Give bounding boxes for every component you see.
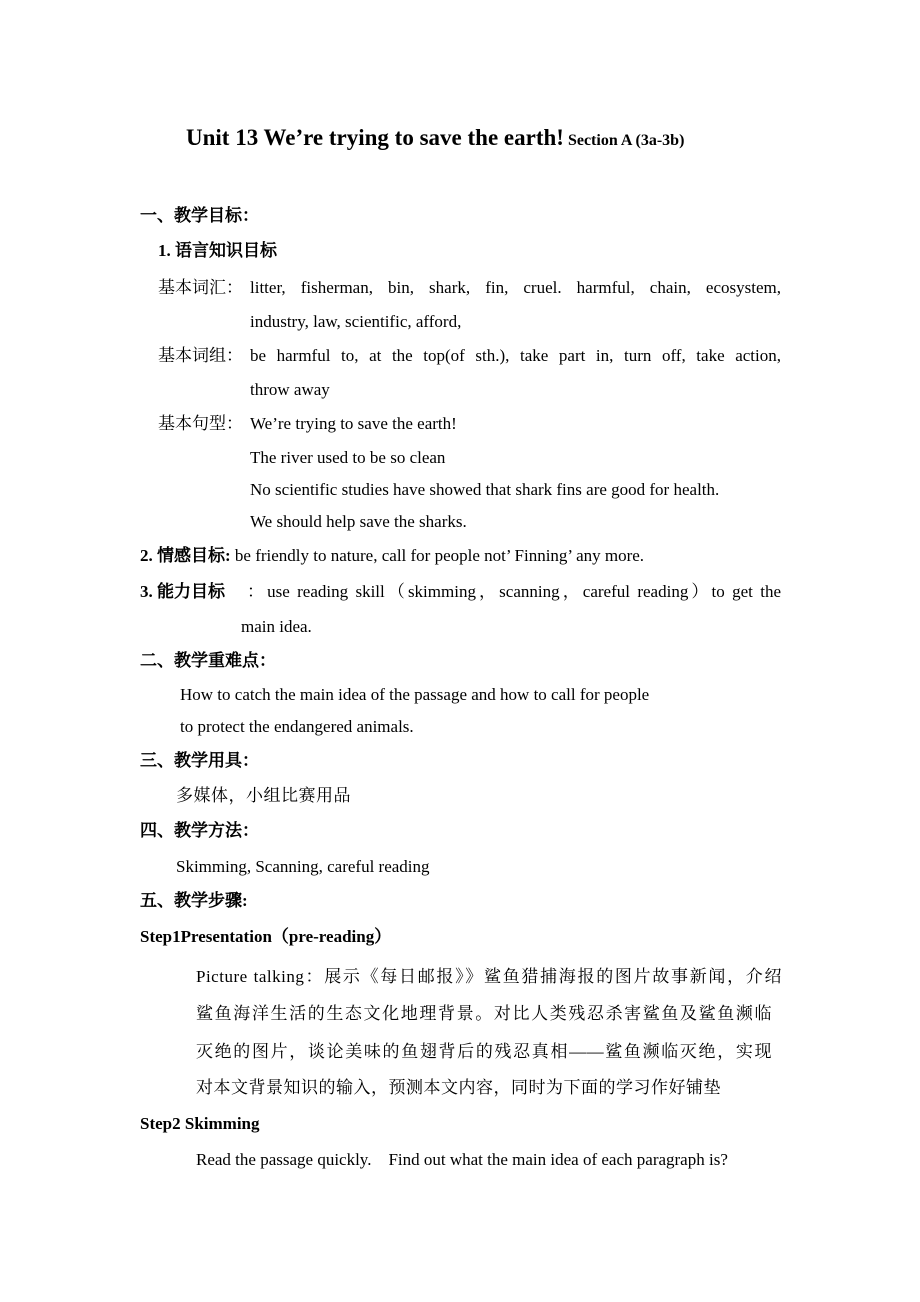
vocab-line-1: litter, fisherman, bin, shark, fin, cruel. harmful, chain, ecosystem, [250, 278, 781, 297]
section-1-heading: 一、教学目标： [140, 206, 259, 225]
ability-goal-label: 3. 能力目标 [140, 582, 225, 601]
vocab-line-2: industry, law, scientific, afford, [250, 312, 462, 331]
teaching-tools-text: 多媒体，小组比赛用品 [176, 786, 351, 805]
step1-paragraph-line: 对本文背景知识的输入，预测本文内容，同时为下面的学习作好铺垫 [196, 1078, 721, 1097]
title-main: Unit 13 We’re trying to save the earth! [186, 125, 564, 150]
phrase-line-2: throw away [250, 380, 330, 399]
emotion-goal [140, 547, 644, 564]
teaching-methods-text: Skimming, Scanning, careful reading [176, 857, 430, 876]
vocab-label: 基本词汇： [158, 278, 243, 297]
key-points-line-2: to protect the endangered animals. [180, 717, 414, 736]
title-sub: Section A (3a-3b) [567, 132, 685, 149]
page-title [186, 126, 684, 149]
emotion-goal-label: 2. 情感目标: [140, 546, 231, 565]
language-knowledge-label: 1. 语言知识目标 [158, 241, 277, 260]
sentence-item: We’re trying to save the earth! [250, 414, 457, 433]
step1-heading: Step1Presentation（pre-reading） [140, 927, 392, 946]
ability-goal-line-2: main idea. [241, 617, 312, 636]
step1-paragraph-line: 鲨鱼海洋生活的生态文化地理背景。对比人类残忍杀害鲨鱼及鲨鱼濒临 [196, 1004, 772, 1023]
sentence-item: The river used to be so clean [250, 448, 446, 467]
sentence-label: 基本句型： [158, 414, 243, 433]
step1-paragraph-line: Picture talking：展示《每日邮报》》鲨鱼猎捕海报的图片故事新闻，介绍 [196, 967, 782, 986]
step1-paragraph-line: 灭绝的图片，谈论美味的鱼翅背后的残忍真相——鲨鱼濒临灭绝，实现 [196, 1042, 772, 1061]
sentence-item: No scientific studies have showed that shark fins are good for health. [250, 480, 720, 499]
phrase-line-1: be harmful to, at the top(of sth.), take part in, turn off, take action, [250, 346, 781, 365]
step2-text: Read the passage quickly. Find out what the main idea of each paragraph is? [196, 1150, 728, 1169]
section-3-heading: 三、教学用具： [140, 751, 259, 770]
section-4-heading: 四、教学方法： [140, 821, 259, 840]
section-5-heading: 五、教学步骤: [140, 891, 248, 910]
section-2-heading: 二、教学重难点： [140, 651, 276, 670]
step2-heading: Step2 Skimming [140, 1114, 260, 1133]
emotion-goal-text: be friendly to nature, call for people not’ Finning’ any more. [230, 546, 645, 565]
sentence-item: We should help save the sharks. [250, 512, 467, 531]
phrase-label: 基本词组： [158, 346, 243, 365]
key-points-line-1: How to catch the main idea of the passage and how to call for people [180, 685, 650, 704]
ability-goal-line-1: ：use reading skill（skimming，scanning，careful reading）to get the [247, 582, 781, 601]
